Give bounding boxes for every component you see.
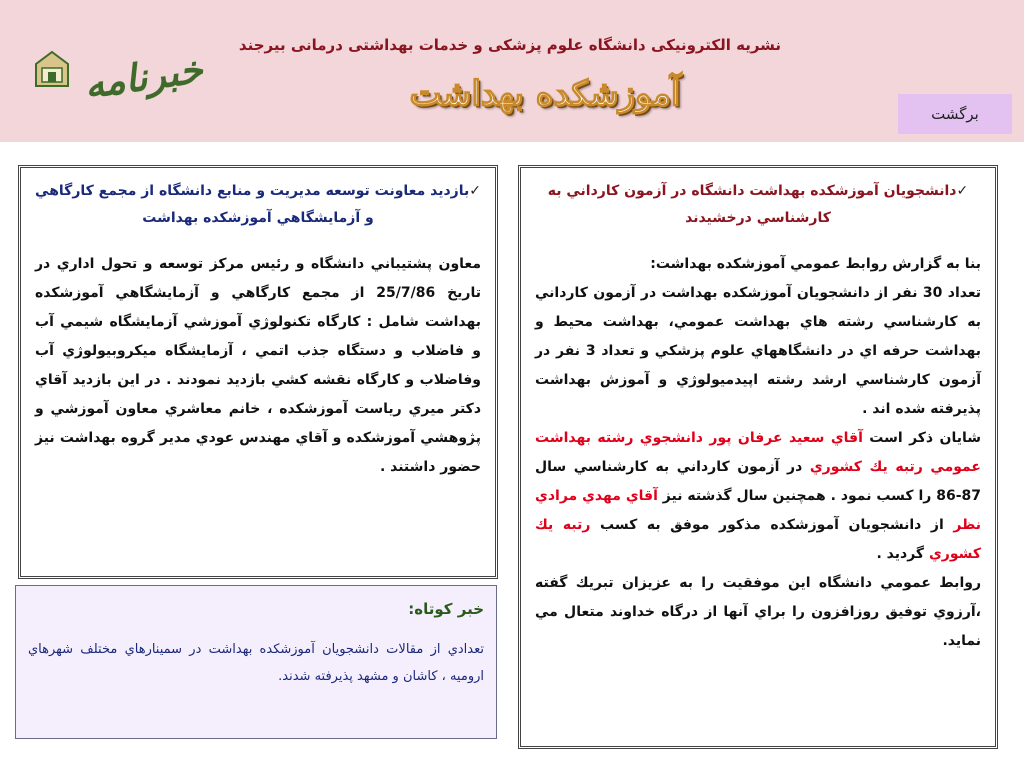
highlight-rank: رتبه يك كشوري — [535, 517, 981, 562]
newsletter-logo — [32, 28, 206, 118]
article-body: معاون پشتيباني دانشگاه و رئيس مركز توسعه و تحول اداري در تاريخ 25/7/86 از مجمع كارگاهي و آزمايشگاهي آموزشكده بهداشت شامل : كارگاه تكنولوژي آموزشي آزمايشگاه شيمي آب و فاضلاب و دستگاه جذب اتمي ، آزمايشگاه ميكروبيولوژي آب وفاضلاب و كارگاه نقشه كشي بازديد نمودند . در اين بازديد آقاي دكتر ميري رياست آموزشكده ، خانم معاشري معاون آموزشي و پژوهشي آموزشكده و آقاي مهندس عودي مدير گروه بهداشت نيز حضور داشتند . — [35, 256, 481, 475]
short-news-body: تعدادي از مقالات دانشجويان آموزشكده بهداشت در سمينارهاي مختلف شهرهاي اروميه ، كاشان و مشهد پذيرفته شدند. — [28, 642, 484, 684]
body-intro: بنا به گزارش روابط عمومي آموزشكده بهداشت: — [650, 256, 981, 272]
building-emblem-icon — [32, 50, 72, 90]
checkmark-icon: ✓ — [956, 183, 969, 199]
logo-text: خبرنامه — [81, 45, 206, 108]
body-text-part: شايان ذكر است — [862, 430, 982, 446]
article-headline — [535, 178, 981, 232]
body-text-part: در آزمون كارداني به كارشناسي سال 87-86 را كسب نمود . همچنين سال گذشته نيز — [535, 459, 981, 504]
article-visit — [18, 165, 498, 579]
headline-text: بازديد معاونت توسعه مديريت و منابع دانشگاه از مجمع كارگاهي و آزمايشگاهي آموزشكده بهداشت — [35, 183, 470, 226]
headline-text: دانشجويان آموزشكده بهداشت دانشگاه در آزمون كارداني به كارشناسي درخشيدند — [547, 183, 957, 226]
article-body — [535, 250, 981, 656]
short-news-box — [15, 585, 497, 739]
body-text-part: گرديد . — [876, 546, 929, 562]
short-news-title: خبر کوتاه: — [408, 600, 484, 618]
body-paragraph-1: تعداد 30 نفر از دانشجويان آموزشكده بهداشت در آزمون كارداني به كارشناسي رشته هاي بهداشت عمومي، بهداشت محيط و بهداشت حرفه اي در دانشگاههاي علوم پزشكي و تعداد 3 نفر در آزمون كارشناسي ارشد رشته اپيدميولوژي و آموزش بهداشت پذيرفته شده اند . — [535, 285, 981, 417]
back-button[interactable]: برگشت — [898, 94, 1012, 134]
page-header — [0, 0, 1024, 142]
body-text-part: از دانشجويان آموزشكده مذكور موفق به كسب — [590, 517, 954, 533]
page-title: آموزشکده بهداشت — [409, 74, 681, 114]
article-headline — [35, 178, 481, 232]
article-exam-success — [518, 165, 998, 749]
highlight-student-2: آقاي مهدي مرادي نظر — [535, 488, 981, 533]
checkmark-icon: ✓ — [469, 183, 481, 199]
highlight-student-1: آقاي سعيد عرفان پور دانشجوي رشته بهداشت عمومي رتبه يك كشوري — [535, 430, 981, 475]
newsletter-subtitle: نشریه الکترونیکی دانشگاه علوم پزشکی و خدمات بهداشتی درمانی بیرجند — [238, 36, 782, 54]
body-closing: روابط عمومي دانشگاه اين موفقيت را به عزيزان تبريك گفته ،آرزوي توفيق روزافزون را براي آنها از درگاه خداوند متعال مي نمايد. — [535, 575, 981, 649]
